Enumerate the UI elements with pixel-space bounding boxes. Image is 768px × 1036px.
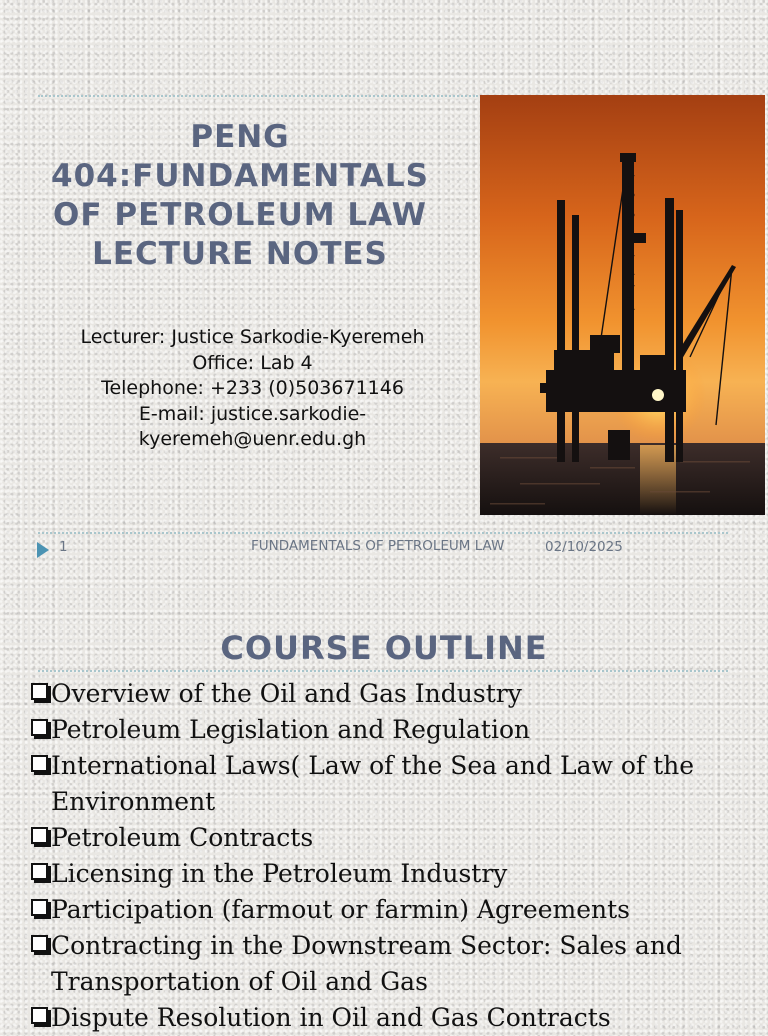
oil-rig-sunset-photo	[480, 95, 765, 515]
checkbox-bullet-icon	[31, 899, 48, 916]
arrow-right-icon	[37, 542, 49, 558]
lecturer-contact-block	[40, 325, 465, 453]
list-item: Petroleum Legislation and Regulation	[30, 712, 730, 748]
email-address-line-2: kyeremeh@uenr.edu.gh	[138, 428, 367, 450]
checkbox-bullet-icon	[31, 755, 48, 772]
footer-course-title: FUNDAMENTALS OF PETROLEUM LAW	[251, 538, 505, 554]
course-outline-slide	[0, 590, 768, 1032]
outline-divider	[38, 670, 728, 672]
checkbox-bullet-icon	[31, 1007, 48, 1024]
office-location: Office: Lab 4	[192, 351, 313, 374]
checkbox-bullet-icon	[31, 827, 48, 844]
list-item: Overview of the Oil and Gas Industry	[30, 676, 730, 712]
list-item: Licensing in the Petroleum Industry	[30, 856, 730, 892]
checkbox-bullet-icon	[31, 719, 48, 736]
lecturer-name: Lecturer: Justice Sarkodie-Kyeremeh	[80, 326, 425, 348]
slide-number: 1	[59, 539, 68, 555]
list-item: Dispute Resolution in Oil and Gas Contracts	[30, 1000, 730, 1036]
checkbox-bullet-icon	[31, 935, 48, 952]
footer-date: 02/10/2025	[545, 539, 623, 555]
telephone-number: Telephone: +233 (0)503671146	[101, 377, 404, 399]
course-outline-title: COURSE OUTLINE	[220, 629, 548, 667]
list-item: Participation (farmout or farmin) Agreements	[30, 892, 730, 928]
slide-footer	[0, 538, 768, 578]
list-item: Petroleum Contracts	[30, 820, 730, 856]
checkbox-bullet-icon	[31, 863, 48, 880]
list-item: Contracting in the Downstream Sector: Sales and Transportation of Oil and Gas	[30, 928, 730, 1000]
email-address-line-1: E-mail: justice.sarkodie-	[138, 402, 367, 425]
checkbox-bullet-icon	[31, 683, 48, 700]
slide-title: PENG 404:FUNDAMENTALS OF PETROLEUM LAW LECTURE NOTES	[51, 119, 429, 272]
course-outline-list	[30, 676, 730, 1036]
list-item: International Laws( Law of the Sea and Law of the Environment	[30, 748, 730, 820]
footer-divider	[38, 532, 728, 534]
top-divider	[38, 95, 478, 97]
